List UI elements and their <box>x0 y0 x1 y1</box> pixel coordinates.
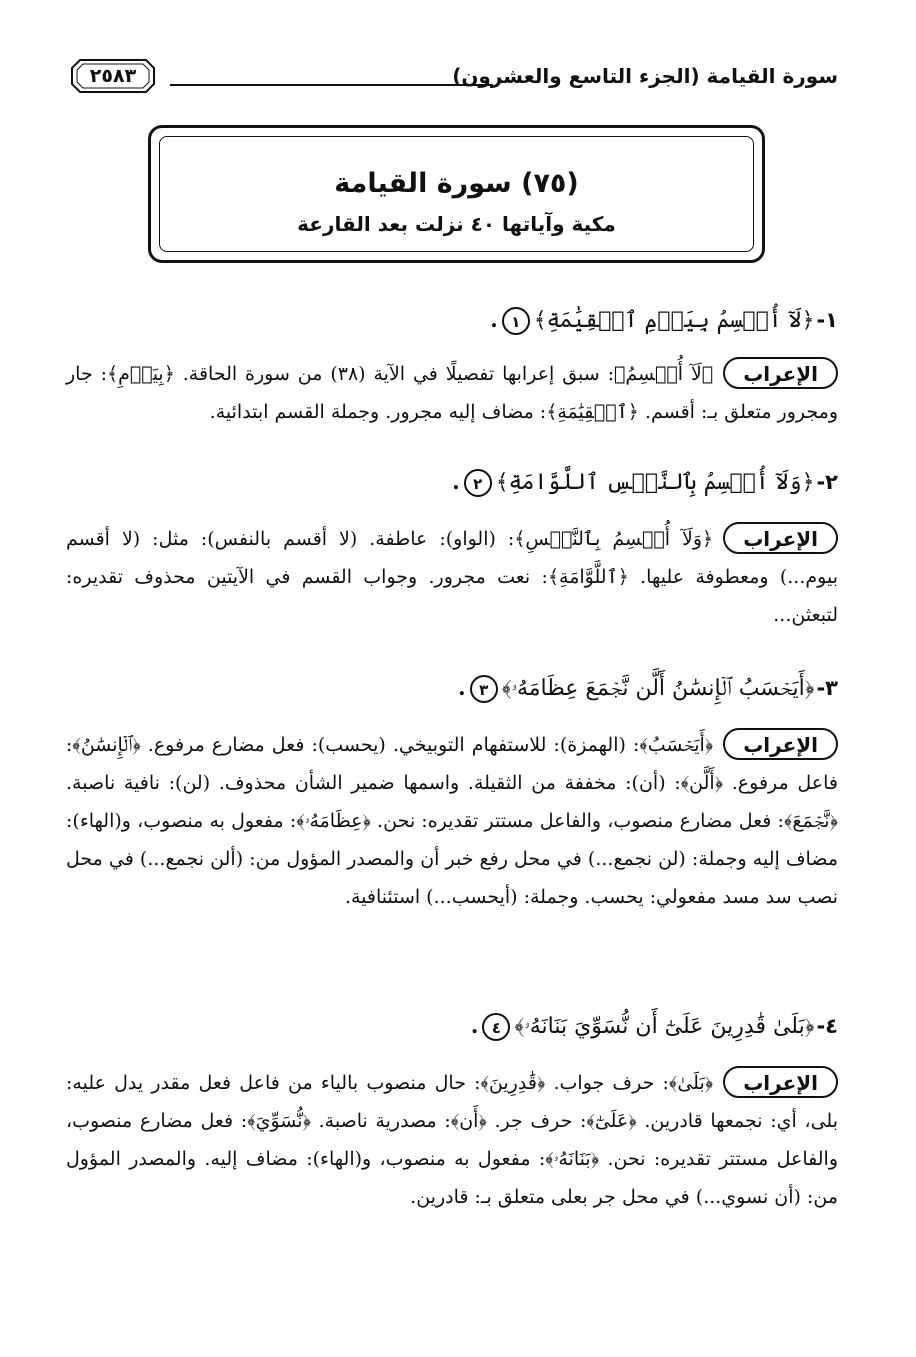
irab-text: ﴿لَآ أُقۡسِمُ﴾: سبق إعرابها تفصيلًا في الآية (٣٨) من سورة الحاقة. ﴿بِيَوۡمِ﴾: جار ومجرور متعلق بـ: أقسم. ﴿ٱلۡقِيَٰمَةِ﴾: مضاف إليه مجرور. وجملة القسم ابتدائية. <box>66 363 838 423</box>
surah-title-frame <box>148 125 765 263</box>
running-header <box>70 58 838 98</box>
verse-text: ﴿ أَيَحۡسَبُ ٱلۡإِنسَٰنُ أَلَّن نَّجۡمَعَ عِظَامَهُۥ ﴾ <box>502 669 815 709</box>
ayah-number-icon: ١ <box>502 307 530 335</box>
verse-end-mark: . <box>452 469 460 495</box>
page-number: ٢٥٨٣ <box>89 65 137 87</box>
verse-number: ٢- <box>816 470 838 494</box>
verse-number: ١- <box>816 308 838 332</box>
verse-block-4 <box>66 1006 838 1047</box>
verse-number: ٣- <box>816 676 838 700</box>
irab-label: الإعراب <box>723 522 838 554</box>
irab-block-3 <box>66 726 838 916</box>
ayah-number-icon: ٣ <box>470 675 498 703</box>
verse-number: ٤- <box>816 1014 838 1038</box>
verse-block-1 <box>66 300 838 341</box>
verse-line <box>66 462 838 503</box>
irab-label: الإعراب <box>723 357 838 389</box>
irab-text: ﴿أَيَحۡسَبُ﴾: (الهمزة): للاستفهام التوبيخي. (يحسب): فعل مضارع مرفوع. ﴿ٱلۡإِنسَٰنُ﴾: فاعل مرفوع. ﴿أَلَّن﴾: (أن): مخففة من الثقيلة. واسمها ضمير الشأن محذوف. (لن): نافية ناصبة. ﴿نَّجۡمَعَ﴾: فعل مضارع منصوب، والفاعل مستتر تقديره: نحن. ﴿عِظَامَهُۥ﴾: مفعول به منصوب، و(الهاء): مضاف إليه وجملة: (لن نجمع...) في محل رفع خبر أن والمصدر المؤول من: (ألن نجمع...) في محل نصب سد مسد مفعولي: يحسب. وجملة: (أيحسب...) استئنافية. <box>66 734 838 908</box>
irab-text: ﴿بَلَىٰ﴾: حرف جواب. ﴿قَٰدِرِينَ﴾: حال منصوب بالياء من فاعل فعل مقدر يدل عليه: بلى، أي: نجمعها قادرين. ﴿عَلَىٰٓ﴾: حرف جر. ﴿أَن﴾: مصدرية ناصبة. ﴿نُّسَوِّيَ﴾: فعل مضارع منصوب، والفاعل مستتر تقديره: نحن. ﴿بَنَانَهُۥ﴾: مفعول به منصوب، و(الهاء): مضاف إليه. والمصدر المؤول من: (أن نسوي...) في محل جر بعلى متعلق بـ: قادرين. <box>66 1072 838 1208</box>
verse-block-2 <box>66 462 838 503</box>
irab-label: الإعراب <box>723 728 838 760</box>
page-number-badge <box>70 58 156 94</box>
irab-text: ﴿وَلَآ أُقۡسِمُ بِٱلنَّفۡسِ﴾: (الواو): عاطفة. (لا أقسم بالنفس): مثل: (لا أقسم بيوم...) ومعطوفة عليها. ﴿ٱللَّوَّامَةِ﴾: نعت مجرور. وجواب القسم في الآيتين محذوف تقديره: لتبعثن... <box>66 528 838 626</box>
verse-line <box>66 1006 838 1047</box>
verse-end-mark: . <box>470 1013 479 1039</box>
irab-block-1 <box>66 355 838 431</box>
verse-end-mark: . <box>490 307 498 333</box>
verse-line <box>66 668 838 709</box>
surah-subtitle: مكية وآياتها ٤٠ نزلت بعد القارعة <box>297 212 616 236</box>
verse-block-3 <box>66 668 838 709</box>
ayah-number-icon: ٢ <box>464 469 492 497</box>
verse-line <box>66 300 838 341</box>
irab-label: الإعراب <box>723 1066 838 1098</box>
verse-text: ﴿ بَلَىٰ قَٰدِرِينَ عَلَىٰٓ أَن نُّسَوِّيَ بَنَانَهُۥ ﴾ <box>514 1007 814 1047</box>
verse-end-mark: . <box>458 675 466 701</box>
verse-text: ﴿ وَلَآ أُقۡسِمُ بِٱلنَّفۡسِ ٱللَّوَّامَةِ ﴾ <box>496 463 815 503</box>
irab-block-2 <box>66 520 838 634</box>
ayah-number-icon: ٤ <box>482 1013 510 1041</box>
surah-title: (٧٥) سورة القيامة <box>334 168 579 199</box>
running-title: سورة القيامة (الجزء التاسع والعشرون) <box>452 64 838 88</box>
irab-block-4 <box>66 1064 838 1216</box>
verse-text: ﴿ لَآ أُقۡسِمُ بِيَوۡمِ ٱلۡقِيَٰمَةِ ﴾ <box>534 301 815 341</box>
header-rule <box>170 84 493 86</box>
